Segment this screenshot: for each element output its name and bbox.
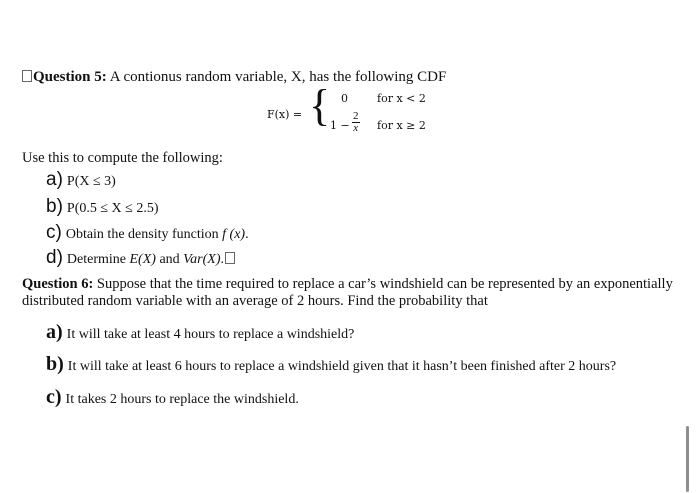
q6-item-c-text: It takes 2 hours to replace the windshield.: [65, 392, 299, 407]
q5-item-a-letter: a): [46, 169, 63, 190]
cdf-case1-condition: for x < 2: [377, 92, 426, 105]
q6-item-a-text: It will take at least 4 hours to replace a windshield?: [66, 327, 355, 342]
question-6-line-1: Suppose that the time required to replace a car’s windshield can be represented by an exponentially: [93, 276, 673, 292]
cdf-case2-condition: for x ≥ 2: [377, 119, 426, 132]
question-5-heading: [22, 69, 446, 86]
q5-item-c: [46, 222, 249, 244]
cdf-case2-fraction: [352, 111, 360, 134]
q5-item-a: [46, 169, 116, 191]
missing-glyph-icon: [225, 252, 235, 264]
cdf-brace: {: [309, 81, 331, 130]
q5-item-c-text: Obtain the density function: [65, 227, 223, 242]
q5-item-d: [46, 247, 235, 269]
q5-item-a-text: P(X ≤ 3): [66, 174, 116, 189]
question-5-title: Question 5:: [33, 69, 107, 85]
q5-item-d-expectation: E(X): [129, 252, 156, 267]
cdf-lhs: F(x) =: [267, 108, 303, 121]
cdf-fraction-numerator: 2: [353, 110, 359, 122]
cdf-case1-value: 0: [341, 92, 348, 105]
q5-item-c-period: .: [245, 227, 249, 242]
cdf-fraction-denominator: x: [353, 122, 359, 134]
question-6-heading: [22, 276, 673, 293]
cdf-case2-prefix: 1 −: [330, 119, 350, 132]
q6-item-b: [46, 353, 616, 376]
q6-item-b-text: It will take at least 6 hours to replace a windshield given that it hasn’t been finished after 2 hours?: [67, 359, 617, 374]
q5-item-c-function: f (x): [222, 227, 246, 242]
q5-item-c-letter: c): [46, 222, 62, 243]
q5-item-d-and: and: [155, 252, 184, 267]
q5-item-d-variance: Var(X): [183, 252, 221, 267]
missing-glyph-icon: [22, 70, 32, 82]
q5-item-b-text: P(0.5 ≤ X ≤ 2.5): [66, 201, 159, 216]
q6-item-b-letter: b): [46, 353, 64, 375]
q6-item-c-letter: c): [46, 386, 62, 408]
question-6-line-2: distributed random variable with an average of 2 hours. Find the probability that: [22, 293, 488, 309]
q5-item-d-text: Determine: [66, 252, 130, 267]
question-5-text: A contionus random variable, X, has the following CDF: [106, 69, 447, 85]
q6-item-a: [46, 321, 354, 344]
q5-item-b: [46, 196, 159, 218]
q5-item-d-period: .: [220, 252, 224, 267]
q5-item-d-letter: d): [46, 247, 63, 268]
scrollbar-thumb[interactable]: [686, 426, 689, 492]
question-6-title: Question 6:: [22, 276, 94, 292]
q5-intro: Use this to compute the following:: [22, 150, 223, 166]
q6-item-a-letter: a): [46, 321, 63, 343]
q6-item-c: [46, 386, 299, 409]
q5-item-b-letter: b): [46, 196, 63, 217]
